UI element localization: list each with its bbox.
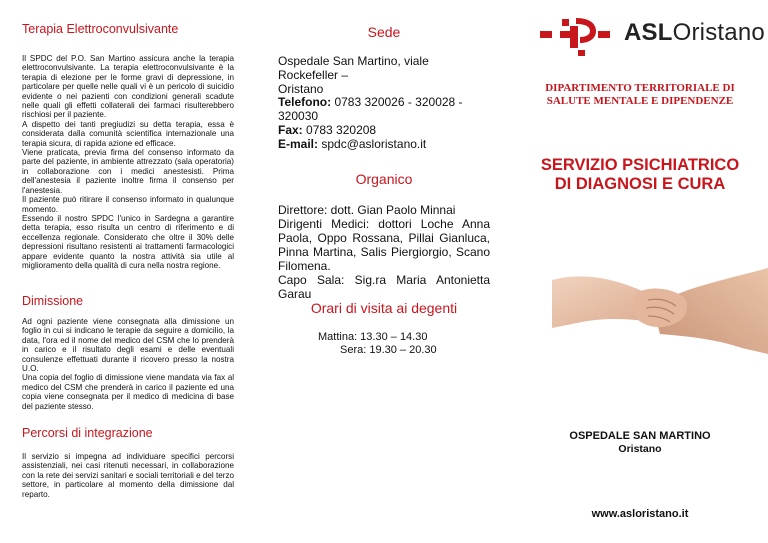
department-name — [512, 82, 768, 108]
section-title-organico: Organico — [355, 171, 413, 187]
dept-line1: DIPARTIMENTO TERRITORIALE DI — [545, 82, 735, 94]
phone-value: 0783 320026 - 320028 - 320030 — [278, 95, 463, 123]
fax-line — [278, 123, 490, 137]
phone-line — [278, 95, 490, 123]
section-title-sede: Sede — [367, 24, 401, 40]
service-line2: DI DIAGNOSI E CURA — [554, 175, 726, 193]
terapia-body: Il SPDC del P.O. San Martino assicura anche la terapia elettroconvulsivante. La terapia elettroconvulsivante è la terapia di elezione per le forme gravi di depressione, in particolare per quelle nelle quali vi è un pericolo di suicidio evidente o nei pazienti con condizioni generali scadute nelle quali gli effetti collaterali dei farmaci risulterebbero rischiosi per il paziente. A dispetto dei tanti pregiudizi su detta terapia, essa è considerata dalla comunità scientifica internazionale una terapia sicura, di rapida azione ed efficace. Viene praticata, previa firma del consenso informato da parte del paziente, in ambiente attrezzato (sala operatoria) in collaborazione con i medici anestesisti. Prima dell'anestesia il paziente inoltre firma il consenso per l'anestesia. Il paziente può ritirare il consenso informato in qualunque momento. Essendo il nostro SPDC l'unico in Sardegna a garantire detta terapia, esso risulta un centro di riferimento e di eccellenza regionale. Considerato che oltre il 30% delle depressioni risultano resistenti ai trattamenti farmacologici appare evidente quanto la nostra attività sia utile al miglioramento della qualità di cura nella nostra regione. — [22, 54, 234, 270]
section-title-terapia: Terapia Elettroconvulsivante — [22, 22, 179, 36]
address-line2: Oristano — [278, 82, 324, 96]
logo-wordmark — [624, 18, 765, 48]
sede-address — [278, 54, 490, 96]
orari-lines — [318, 331, 498, 357]
dept-line2: SALUTE MENTALE E DIPENDENZE — [546, 95, 734, 107]
service-line1: SERVIZIO PSICHIATRICO — [540, 156, 740, 174]
section-title-dimissione: Dimissione — [22, 294, 84, 308]
website-link[interactable]: www.asloristano.it — [591, 508, 689, 520]
email-value[interactable]: spdc@asloristano.it — [318, 137, 427, 151]
handshake-image — [552, 250, 768, 362]
service-title — [512, 156, 768, 194]
hospital-name: OSPEDALE SAN MARTINO — [569, 430, 711, 442]
organico-body — [278, 203, 490, 301]
fax-value: 0783 320208 — [302, 123, 377, 137]
asl-logo — [538, 14, 765, 56]
hospital-city: Oristano — [618, 443, 662, 455]
fax-label: Fax: — [278, 123, 303, 137]
organico-direttore: Direttore: dott. Gian Paolo Minnai — [278, 203, 456, 217]
section-title-integrazione: Percorsi di integrazione — [22, 426, 153, 440]
asl-cross-icon — [538, 14, 618, 56]
email-line — [278, 137, 490, 151]
phone-label: Telefono: — [278, 95, 332, 109]
logo-city: Oristano — [672, 19, 765, 46]
orari-evening: Sera: 19.30 – 20.30 — [340, 344, 437, 356]
section-title-orari: Orari di visita ai degenti — [310, 300, 458, 316]
integrazione-body: Il servizio si impegna ad individuare specifici percorsi assistenziali, nei casi ritenuti necessari, in collaborazione con la rete dei servizi sanitari e sociali territoriali e del terzo settore, in particolare al momento della dimissione dal reparto. — [22, 452, 234, 499]
column-right — [512, 0, 768, 543]
address-line1: Ospedale San Martino, viale Rockefeller – — [278, 54, 429, 82]
organico-dirigenti: Dirigenti Medici: dottori Loche Anna Paola, Oppo Rossana, Pillai Gianluca, Pinna Martina, Salis Piergiorgio, Scano Filomena. — [278, 217, 490, 273]
contacts — [278, 95, 490, 151]
orari-morning: Mattina: 13.30 – 14.30 — [318, 331, 428, 343]
email-label: E-mail: — [278, 137, 319, 151]
logo-asl: ASL — [624, 19, 673, 46]
organico-capo-sala: Capo Sala: Sig.ra Maria Antonietta Garau — [278, 273, 490, 301]
column-middle — [256, 0, 512, 543]
dimissione-body: Ad ogni paziente viene consegnata alla dimissione un foglio in cui si indicano le terapie da seguire a domicilio, la data, l'ora ed il nome del medico del CSM che lo prenderà in carico e il risultato degli esami e delle eventuali consulenze effettuati durante il ricovero presso la nostra U.O. Una copia del foglio di dimissione viene mandata via fax al medico del CSM che prenderà in carico il paziente ed una copia viene consegnata per il medico di medicina di base del paziente stesso. — [22, 317, 234, 411]
column-left — [0, 0, 256, 543]
